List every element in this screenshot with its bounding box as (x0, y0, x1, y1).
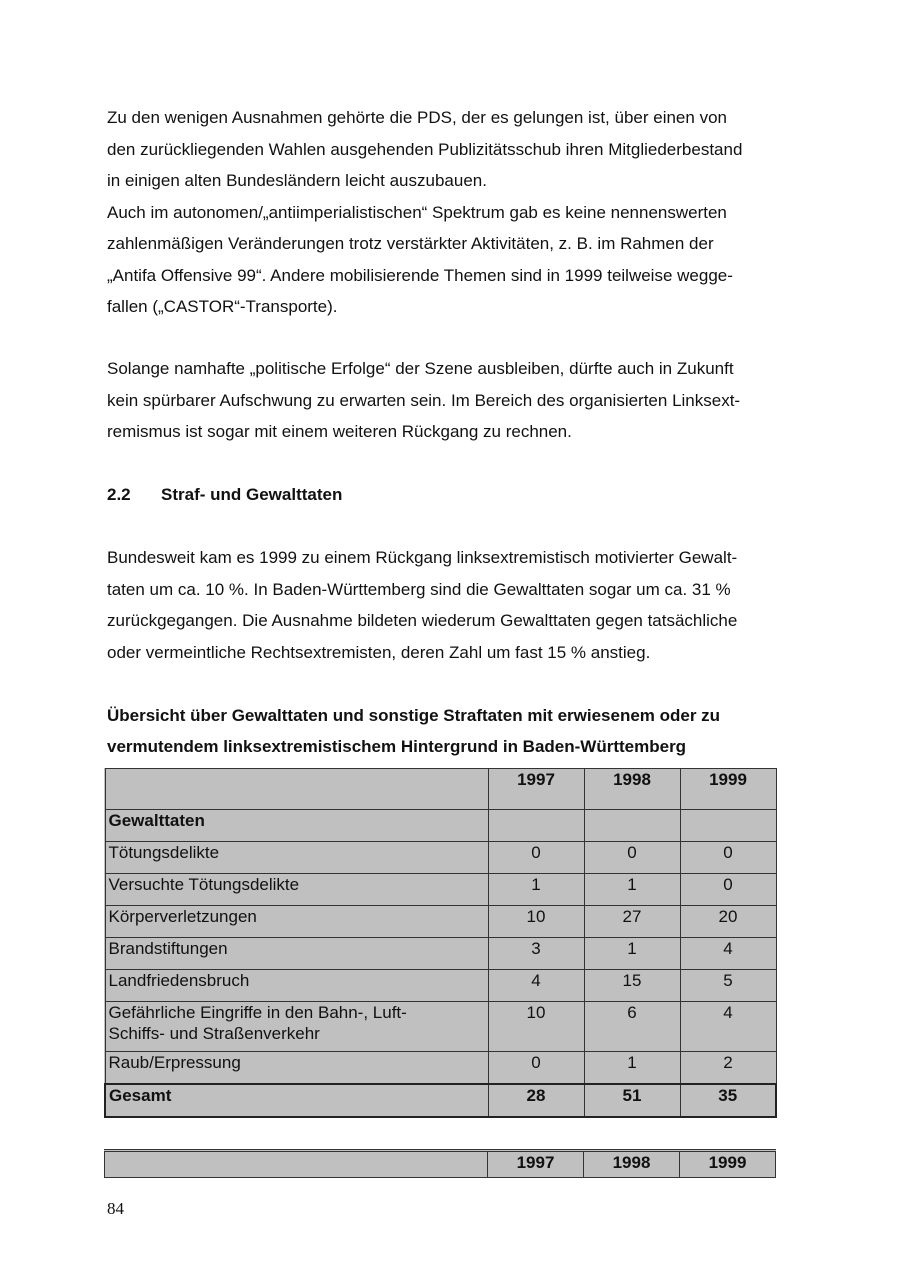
row-label: Landfriedensbruch (105, 970, 488, 1002)
continuation-table (104, 1149, 776, 1178)
row-label: Versuchte Tötungsdelikte (105, 874, 488, 906)
value-cell: 20 (680, 906, 776, 938)
value-cell: 4 (488, 970, 584, 1002)
empty-cell (584, 810, 680, 842)
text-line: „Antifa Offensive 99“. Andere mobilisierende Themen sind in 1999 teilweise wegge- (107, 265, 733, 285)
value-cell: 0 (488, 842, 584, 874)
value-cell: 3 (488, 938, 584, 970)
group-row (105, 810, 776, 842)
text-line: taten um ca. 10 %. In Baden-Württemberg sind die Gewalttaten sogar um ca. 31 % (107, 579, 731, 599)
row-label: Raub/Erpressung (105, 1052, 488, 1084)
violence-statistics-table (104, 768, 777, 1118)
total-value: 51 (584, 1084, 680, 1117)
value-cell: 1 (584, 874, 680, 906)
text-line: zahlenmäßigen Veränderungen trotz verstärkter Aktivitäten, z. B. im Rahmen der (107, 234, 714, 253)
text-line: oder vermeintliche Rechtsextremisten, deren Zahl um fast 15 % anstieg. (107, 642, 651, 662)
value-cell: 1 (584, 938, 680, 970)
table-header-row (105, 769, 776, 810)
value-cell: 5 (680, 970, 776, 1002)
row-label-line: Gefährliche Eingriffe in den Bahn-, Luft- (108, 1003, 407, 1022)
section-title: Straf- und Gewalttaten (161, 485, 343, 504)
text-line: zurückgegangen. Die Ausnahme bildeten wiederum Gewalttaten gegen tatsächliche (107, 611, 738, 630)
paragraph-outlook (107, 353, 807, 448)
total-label: Gesamt (105, 1084, 488, 1117)
text-line: kein spürbarer Aufschwung zu erwarten sein. Im Bereich des organisierten Linksext- (107, 390, 741, 410)
row-label (105, 1002, 488, 1052)
table-row (105, 1002, 776, 1052)
total-value: 28 (488, 1084, 584, 1117)
year-header: 1999 (680, 1151, 776, 1178)
value-cell: 27 (584, 906, 680, 938)
text-line: in einigen alten Bundesländern leicht auszubauen. (107, 171, 487, 190)
row-label: Tötungsdelikte (105, 842, 488, 874)
value-cell: 0 (488, 1052, 584, 1084)
year-header: 1998 (584, 1151, 680, 1178)
table-title-line: vermutendem linksextremistischem Hintergrund in Baden-Württemberg (107, 737, 687, 756)
section-heading (107, 479, 342, 510)
group-label: Gewalttaten (105, 810, 488, 842)
header-empty-cell (105, 769, 488, 810)
table-header-row (105, 1151, 776, 1178)
value-cell: 0 (584, 842, 680, 874)
value-cell: 4 (680, 938, 776, 970)
page-number: 84 (107, 1199, 124, 1218)
text-line: Zu den wenigen Ausnahmen gehörte die PDS, der es gelungen ist, über einen von (107, 108, 727, 127)
text-line: fallen („CASTOR“-Transporte). (107, 297, 338, 316)
value-cell: 2 (680, 1052, 776, 1084)
value-cell: 0 (680, 874, 776, 906)
header-empty-cell (105, 1151, 488, 1178)
total-row (105, 1084, 776, 1117)
year-header: 1999 (680, 769, 776, 810)
text-line: remismus ist sogar mit einem weiteren Rückgang zu rechnen. (107, 422, 572, 441)
year-header: 1997 (488, 1151, 584, 1178)
empty-cell (488, 810, 584, 842)
table-row (105, 906, 776, 938)
value-cell: 10 (488, 906, 584, 938)
table-row (105, 938, 776, 970)
table-row (105, 970, 776, 1002)
value-cell: 6 (584, 1002, 680, 1052)
text-line: Solange namhafte „politische Erfolge“ der Szene ausbleiben, dürfte auch in Zukunft (107, 359, 734, 378)
row-label: Brandstiftungen (105, 938, 488, 970)
text-line: den zurückliegenden Wahlen ausgehenden Publizitätsschub ihren Mitgliederbestand (107, 139, 743, 159)
table-title (107, 700, 720, 762)
value-cell: 15 (584, 970, 680, 1002)
empty-cell (680, 810, 776, 842)
table-title-line: Übersicht über Gewalttaten und sonstige Straftaten mit erwiesenem oder zu (107, 706, 721, 725)
value-cell: 1 (584, 1052, 680, 1084)
paragraph-statistics (107, 542, 807, 668)
paragraph-pds (107, 102, 807, 323)
year-header: 1998 (584, 769, 680, 810)
table-row (105, 1052, 776, 1084)
text-line: Bundesweit kam es 1999 zu einem Rückgang linksextremistisch motivierter Gewalt- (107, 548, 738, 567)
section-number: 2.2 (107, 485, 131, 504)
table-row (105, 874, 776, 906)
value-cell: 10 (488, 1002, 584, 1052)
table-row (105, 842, 776, 874)
value-cell: 1 (488, 874, 584, 906)
row-label: Körperverletzungen (105, 906, 488, 938)
total-value: 35 (680, 1084, 776, 1117)
row-label-line: Schiffs- und Straßenverkehr (108, 1024, 320, 1043)
text-line: Auch im autonomen/„antiimperialistischen“ Spektrum gab es keine nennenswerten (107, 202, 727, 222)
year-header: 1997 (488, 769, 584, 810)
value-cell: 4 (680, 1002, 776, 1052)
value-cell: 0 (680, 842, 776, 874)
